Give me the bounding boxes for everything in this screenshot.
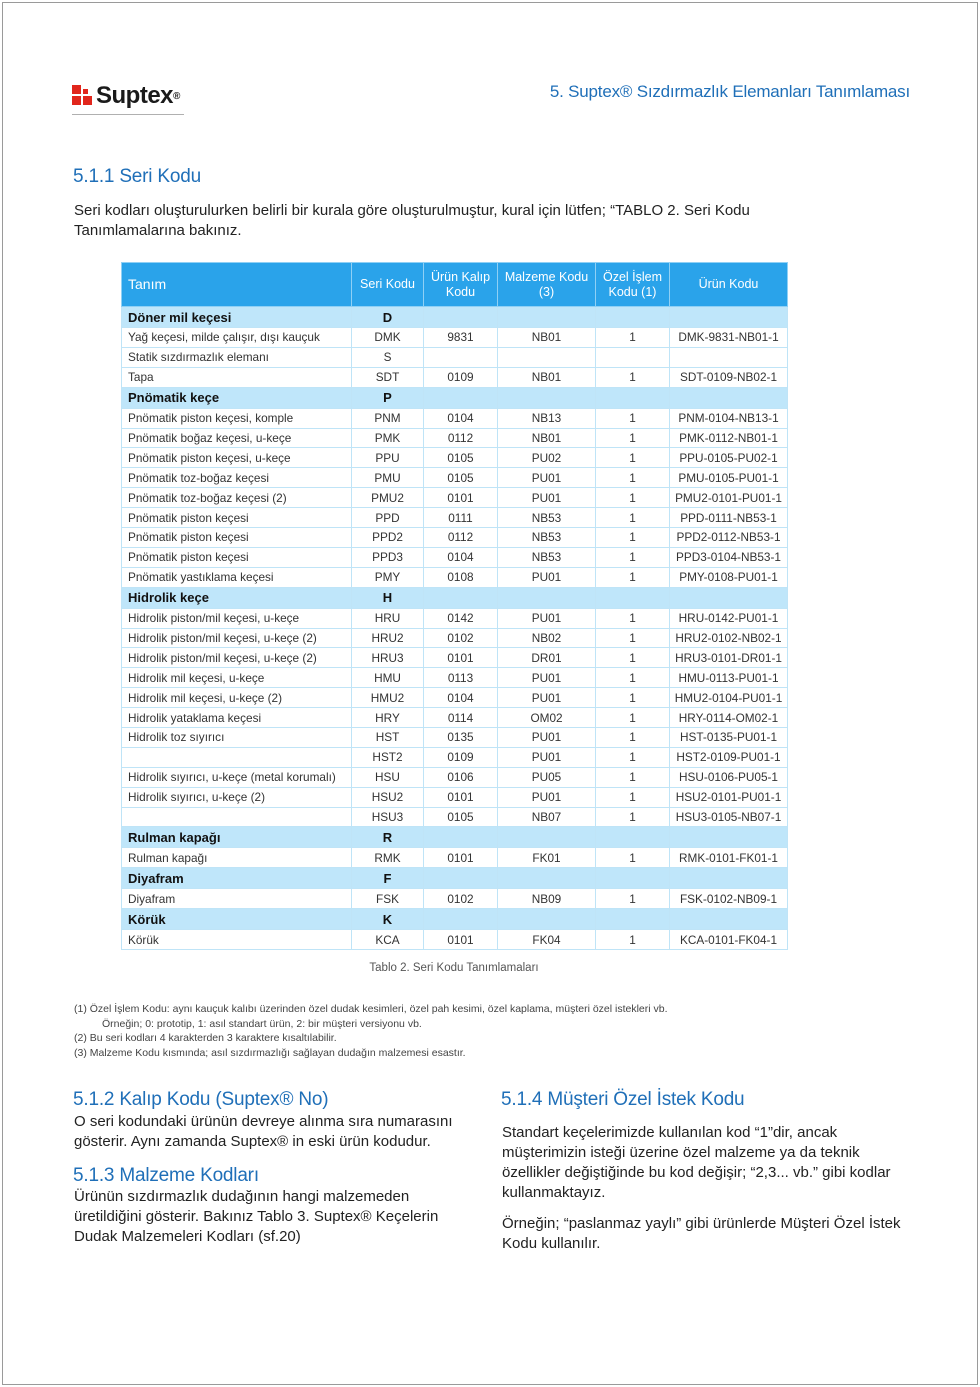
- table-cell: 1: [596, 448, 670, 468]
- table-cell: Pnömatik toz-boğaz keçesi: [122, 468, 352, 488]
- table-cell: HMU-0113-PU01-1: [670, 668, 788, 688]
- table-cell: NB09: [498, 889, 596, 909]
- section-512-title: 5.1.2 Kalıp Kodu (Suptex® No): [73, 1089, 329, 1110]
- table-category-row: [122, 868, 788, 889]
- table-cell: Hidrolik yataklama keçesi: [122, 708, 352, 728]
- table-cell: P: [352, 387, 424, 408]
- section-513-title: 5.1.3 Malzeme Kodları: [73, 1165, 259, 1186]
- table-category-row: [122, 307, 788, 328]
- table-cell: Pnömatik piston keçesi, komple: [122, 408, 352, 428]
- table-cell: [596, 387, 670, 408]
- table-row: [122, 628, 788, 648]
- table-cell: HSU3: [352, 807, 424, 827]
- section-511-title: 5.1.1 Seri Kodu: [73, 166, 201, 187]
- table-cell: Körük: [122, 930, 352, 950]
- table-cell: 0105: [424, 468, 498, 488]
- table-cell: 1: [596, 787, 670, 807]
- logo-registered-mark: ®: [173, 90, 181, 102]
- table-cell: PU01: [498, 747, 596, 767]
- table-cell: [424, 587, 498, 608]
- table-cell: Hidrolik piston/mil keçesi, u-keçe (2): [122, 648, 352, 668]
- table-cell: HSU2: [352, 787, 424, 807]
- table-cell: PPD: [352, 508, 424, 528]
- table-cell: 0112: [424, 528, 498, 548]
- table-cell: 0142: [424, 608, 498, 628]
- table-category-row: [122, 909, 788, 930]
- table-row: [122, 468, 788, 488]
- table-cell: 1: [596, 508, 670, 528]
- table-cell: [670, 347, 788, 367]
- table-cell: 0111: [424, 508, 498, 528]
- table-cell: HSU: [352, 767, 424, 787]
- col-header-tanim: Tanım: [122, 263, 352, 307]
- table-cell: PU01: [498, 728, 596, 748]
- table-cell: [424, 868, 498, 889]
- table-cell: DMK: [352, 328, 424, 348]
- table-cell: HSU-0106-PU05-1: [670, 767, 788, 787]
- table-cell: [498, 587, 596, 608]
- section-513-text: Ürünün sızdırmazlık dudağının hangi malzemeden üretildiğini gösterir. Bakınız Tablo 3. Suptex® Keçelerin Dudak Malzemeleri Kodları (sf.20): [74, 1188, 439, 1245]
- section-514-text-1: Standart keçelerimizde kullanılan kod “1”dir, ancak müşterimizin isteği üzerine özel malzeme ya da teknik özellikler değiştiğinde bu kod değişir; “2,3... vb.” gibi kodlar kullanmaktayız.: [502, 1124, 891, 1201]
- table-cell: [596, 909, 670, 930]
- table-cell: 1: [596, 408, 670, 428]
- table-cell: D: [352, 307, 424, 328]
- table-cell: PMU2: [352, 488, 424, 508]
- section-514-text-2: Örneğin; “paslanmaz yaylı” gibi ürünlerde Müşteri Özel İstek Kodu kullanılır.: [502, 1215, 901, 1252]
- table-row: [122, 708, 788, 728]
- table-cell: 0102: [424, 889, 498, 909]
- table-cell: 0102: [424, 628, 498, 648]
- table-cell: FSK-0102-NB09-1: [670, 889, 788, 909]
- table-cell: HMU2: [352, 688, 424, 708]
- table-cell: [670, 387, 788, 408]
- table-cell: 9831: [424, 328, 498, 348]
- table-cell: HST2: [352, 747, 424, 767]
- table-cell: HSU3-0105-NB07-1: [670, 807, 788, 827]
- table-cell: Rulman kapağı: [122, 848, 352, 868]
- table-cell: HMU2-0104-PU01-1: [670, 688, 788, 708]
- table-cell: 0101: [424, 648, 498, 668]
- table-cell: Döner mil keçesi: [122, 307, 352, 328]
- table-cell: [670, 868, 788, 889]
- table-cell: OM02: [498, 708, 596, 728]
- chapter-title: 5. Suptex® Sızdırmazlık Elemanları Tanımlaması: [549, 82, 910, 101]
- table-cell: HRU2-0102-NB02-1: [670, 628, 788, 648]
- table-cell: Diyafram: [122, 868, 352, 889]
- table-cell: 0113: [424, 668, 498, 688]
- table-caption: Tablo 2. Seri Kodu Tanımlamaları: [369, 962, 539, 974]
- table-cell: [596, 587, 670, 608]
- table-cell: [596, 347, 670, 367]
- table-cell: PMU-0105-PU01-1: [670, 468, 788, 488]
- table-cell: Yağ keçesi, milde çalışır, dışı kauçuk: [122, 328, 352, 348]
- table-cell: PU01: [498, 608, 596, 628]
- table-cell: Hidrolik sıyırıcı, u-keçe (metal korumalı): [122, 767, 352, 787]
- table-cell: 1: [596, 889, 670, 909]
- table-cell: 0105: [424, 807, 498, 827]
- table-cell: [498, 307, 596, 328]
- table-row: [122, 848, 788, 868]
- table-cell: Rulman kapağı: [122, 827, 352, 848]
- table-cell: FK04: [498, 930, 596, 950]
- table-cell: [596, 868, 670, 889]
- table-row: [122, 408, 788, 428]
- table-cell: 0101: [424, 787, 498, 807]
- table-row: [122, 889, 788, 909]
- table-cell: Hidrolik mil keçesi, u-keçe (2): [122, 688, 352, 708]
- table-cell: PMY: [352, 567, 424, 587]
- table-cell: HMU: [352, 668, 424, 688]
- table-cell: HST-0135-PU01-1: [670, 728, 788, 748]
- table-cell: [122, 747, 352, 767]
- table-cell: SDT: [352, 367, 424, 387]
- table-cell: RMK: [352, 848, 424, 868]
- table-cell: Pnömatik toz-boğaz keçesi (2): [122, 488, 352, 508]
- table-row: [122, 767, 788, 787]
- table-cell: Tapa: [122, 367, 352, 387]
- table-cell: HRU3-0101-DR01-1: [670, 648, 788, 668]
- table-row: [122, 747, 788, 767]
- section-512-text: O seri kodundaki ürünün devreye alınma sıra numarasını gösterir. Aynı zamanda Suptex® in eski ürün kodudur.: [74, 1113, 453, 1150]
- table-cell: [670, 307, 788, 328]
- table-cell: R: [352, 827, 424, 848]
- table-cell: HRU-0142-PU01-1: [670, 608, 788, 628]
- table-cell: 1: [596, 708, 670, 728]
- table-row: [122, 787, 788, 807]
- footnote-1: (1) Özel İşlem Kodu: aynı kauçuk kalıbı üzerinden özel dudak kesimleri, özel pah kesimi, özel kaplama, müşteri özel istekleri vb.: [74, 1003, 668, 1015]
- table-cell: 1: [596, 668, 670, 688]
- table-cell: Hidrolik sıyırıcı, u-keçe (2): [122, 787, 352, 807]
- table-cell: PU01: [498, 668, 596, 688]
- table-cell: 0105: [424, 448, 498, 468]
- table-cell: HRU: [352, 608, 424, 628]
- table-cell: Hidrolik keçe: [122, 587, 352, 608]
- table-header-row: [122, 263, 788, 307]
- table-cell: PPD3-0104-NB53-1: [670, 547, 788, 567]
- table-cell: [424, 307, 498, 328]
- table-cell: PMK: [352, 428, 424, 448]
- table-row: [122, 567, 788, 587]
- col-header-urun-kodu: Ürün Kodu: [670, 263, 788, 307]
- footnote-3: (3) Malzeme Kodu kısmında; asıl sızdırmazlığı sağlayan dudağın malzemesi esastır.: [74, 1046, 466, 1059]
- table-cell: Statik sızdırmazlık elemanı: [122, 347, 352, 367]
- table-cell: Hidrolik mil keçesi, u-keçe: [122, 668, 352, 688]
- table-cell: [424, 347, 498, 367]
- table-cell: DMK-9831-NB01-1: [670, 328, 788, 348]
- table-row: [122, 347, 788, 367]
- col-header-malzeme-kodu: Malzeme Kodu (3): [498, 263, 596, 307]
- table-category-row: [122, 387, 788, 408]
- table-cell: PMU: [352, 468, 424, 488]
- table-row: [122, 428, 788, 448]
- logo-text: Suptex: [96, 82, 174, 109]
- table-cell: Pnömatik yastıklama keçesi: [122, 567, 352, 587]
- table-cell: 1: [596, 367, 670, 387]
- table-cell: PU01: [498, 787, 596, 807]
- footnote-2: (2) Bu seri kodları 4 karakterden 3 karaktere kısaltılabilir.: [74, 1032, 337, 1044]
- table-cell: 1: [596, 608, 670, 628]
- table-cell: HST2-0109-PU01-1: [670, 747, 788, 767]
- table-cell: NB02: [498, 628, 596, 648]
- table-cell: NB01: [498, 367, 596, 387]
- table-cell: 0109: [424, 367, 498, 387]
- table-cell: NB13: [498, 408, 596, 428]
- table-cell: 0114: [424, 708, 498, 728]
- table-cell: HRU3: [352, 648, 424, 668]
- table-cell: 0135: [424, 728, 498, 748]
- table-cell: [498, 909, 596, 930]
- table-cell: 0104: [424, 547, 498, 567]
- suptex-logo: [72, 82, 180, 110]
- table-cell: PU01: [498, 688, 596, 708]
- table-cell: 0101: [424, 848, 498, 868]
- table-cell: 0101: [424, 488, 498, 508]
- table-row: [122, 448, 788, 468]
- table-cell: Pnömatik boğaz keçesi, u-keçe: [122, 428, 352, 448]
- table-row: [122, 688, 788, 708]
- footnote-1-example: Örneğin; 0: prototip, 1: asıl standart ürün, 2: bir müşteri versiyonu vb.: [102, 1017, 422, 1030]
- table-cell: Pnömatik keçe: [122, 387, 352, 408]
- col-header-seri-kodu: Seri Kodu: [352, 263, 424, 307]
- table-cell: [596, 827, 670, 848]
- table-cell: 0106: [424, 767, 498, 787]
- table-cell: KCA-0101-FK04-1: [670, 930, 788, 950]
- table-cell: PNM-0104-NB13-1: [670, 408, 788, 428]
- table-row: [122, 508, 788, 528]
- table-row: [122, 728, 788, 748]
- table-cell: SDT-0109-NB02-1: [670, 367, 788, 387]
- table-cell: K: [352, 909, 424, 930]
- table-cell: PPD3: [352, 547, 424, 567]
- table-cell: PU01: [498, 468, 596, 488]
- table-cell: 1: [596, 428, 670, 448]
- table-cell: PNM: [352, 408, 424, 428]
- table-row: [122, 608, 788, 628]
- table-cell: 0112: [424, 428, 498, 448]
- table-cell: [498, 827, 596, 848]
- table-row: [122, 930, 788, 950]
- table-cell: F: [352, 868, 424, 889]
- table-row: [122, 367, 788, 387]
- col-header-ozel-islem-kodu: Özel İşlem Kodu (1): [596, 263, 670, 307]
- table-cell: DR01: [498, 648, 596, 668]
- table-cell: 1: [596, 628, 670, 648]
- table-cell: HST: [352, 728, 424, 748]
- table-row: [122, 488, 788, 508]
- table-cell: NB53: [498, 508, 596, 528]
- table-cell: PPD-0111-NB53-1: [670, 508, 788, 528]
- table-cell: H: [352, 587, 424, 608]
- series-code-table: [121, 262, 787, 950]
- table-cell: [670, 827, 788, 848]
- table-row: [122, 328, 788, 348]
- header-rule: [72, 114, 184, 115]
- table-cell: PPU-0105-PU02-1: [670, 448, 788, 468]
- table-cell: 0108: [424, 567, 498, 587]
- table-cell: Pnömatik piston keçesi: [122, 508, 352, 528]
- table-cell: [122, 807, 352, 827]
- table-cell: FK01: [498, 848, 596, 868]
- table-cell: 1: [596, 807, 670, 827]
- table-cell: [424, 909, 498, 930]
- table-cell: 0104: [424, 408, 498, 428]
- table-cell: 0109: [424, 747, 498, 767]
- table-cell: NB53: [498, 528, 596, 548]
- table-cell: 1: [596, 767, 670, 787]
- table-cell: 1: [596, 488, 670, 508]
- table-cell: S: [352, 347, 424, 367]
- table-cell: 1: [596, 567, 670, 587]
- table-cell: [424, 387, 498, 408]
- table-row: [122, 547, 788, 567]
- table-cell: 0104: [424, 688, 498, 708]
- table-cell: [596, 307, 670, 328]
- section-514-title: 5.1.4 Müşteri Özel İstek Kodu: [501, 1089, 745, 1110]
- table-cell: RMK-0101-FK01-1: [670, 848, 788, 868]
- table-cell: [424, 827, 498, 848]
- table-cell: PPU: [352, 448, 424, 468]
- table-cell: PU01: [498, 488, 596, 508]
- table-cell: HRY: [352, 708, 424, 728]
- table-cell: 1: [596, 328, 670, 348]
- table-row: [122, 528, 788, 548]
- table-cell: Hidrolik toz sıyırıcı: [122, 728, 352, 748]
- table-cell: 1: [596, 648, 670, 668]
- table-category-row: [122, 587, 788, 608]
- table-cell: 1: [596, 930, 670, 950]
- table-cell: [498, 868, 596, 889]
- table-cell: Hidrolik piston/mil keçesi, u-keçe (2): [122, 628, 352, 648]
- table-cell: 0101: [424, 930, 498, 950]
- table-cell: PMY-0108-PU01-1: [670, 567, 788, 587]
- table-cell: PPD2-0112-NB53-1: [670, 528, 788, 548]
- table-cell: Pnömatik piston keçesi: [122, 547, 352, 567]
- table-cell: NB01: [498, 428, 596, 448]
- table-cell: 1: [596, 468, 670, 488]
- table-cell: Hidrolik piston/mil keçesi, u-keçe: [122, 608, 352, 628]
- table-cell: PU01: [498, 567, 596, 587]
- table-cell: KCA: [352, 930, 424, 950]
- table-cell: 1: [596, 528, 670, 548]
- table-cell: PMK-0112-NB01-1: [670, 428, 788, 448]
- table-cell: [670, 909, 788, 930]
- table-cell: [670, 587, 788, 608]
- table-cell: HSU2-0101-PU01-1: [670, 787, 788, 807]
- table-cell: NB01: [498, 328, 596, 348]
- table-category-row: [122, 827, 788, 848]
- table-cell: 1: [596, 848, 670, 868]
- col-header-kalip-kodu: Ürün Kalıp Kodu: [424, 263, 498, 307]
- table-cell: Diyafram: [122, 889, 352, 909]
- table-cell: PU05: [498, 767, 596, 787]
- logo-mark-icon: [72, 85, 94, 107]
- table-footnotes: [74, 1002, 668, 1060]
- table-cell: HRY-0114-OM02-1: [670, 708, 788, 728]
- table-row: [122, 807, 788, 827]
- table-row: [122, 668, 788, 688]
- section-511-intro: Seri kodları oluşturulurken belirli bir kurala göre oluşturulmuştur, kural için lütfen; “TABLO 2. Seri Kodu Tanımlamalarına bakınız.: [74, 202, 750, 239]
- table-cell: PMU2-0101-PU01-1: [670, 488, 788, 508]
- table-cell: [498, 387, 596, 408]
- table-cell: PU02: [498, 448, 596, 468]
- table-cell: Pnömatik piston keçesi: [122, 528, 352, 548]
- table-cell: [498, 347, 596, 367]
- table-cell: NB53: [498, 547, 596, 567]
- table-cell: Körük: [122, 909, 352, 930]
- table-cell: Pnömatik piston keçesi, u-keçe: [122, 448, 352, 468]
- table-cell: HRU2: [352, 628, 424, 648]
- table-cell: NB07: [498, 807, 596, 827]
- table-cell: PPD2: [352, 528, 424, 548]
- table-cell: 1: [596, 728, 670, 748]
- table-row: [122, 648, 788, 668]
- table-cell: 1: [596, 688, 670, 708]
- table-cell: 1: [596, 547, 670, 567]
- table-cell: FSK: [352, 889, 424, 909]
- table-cell: 1: [596, 747, 670, 767]
